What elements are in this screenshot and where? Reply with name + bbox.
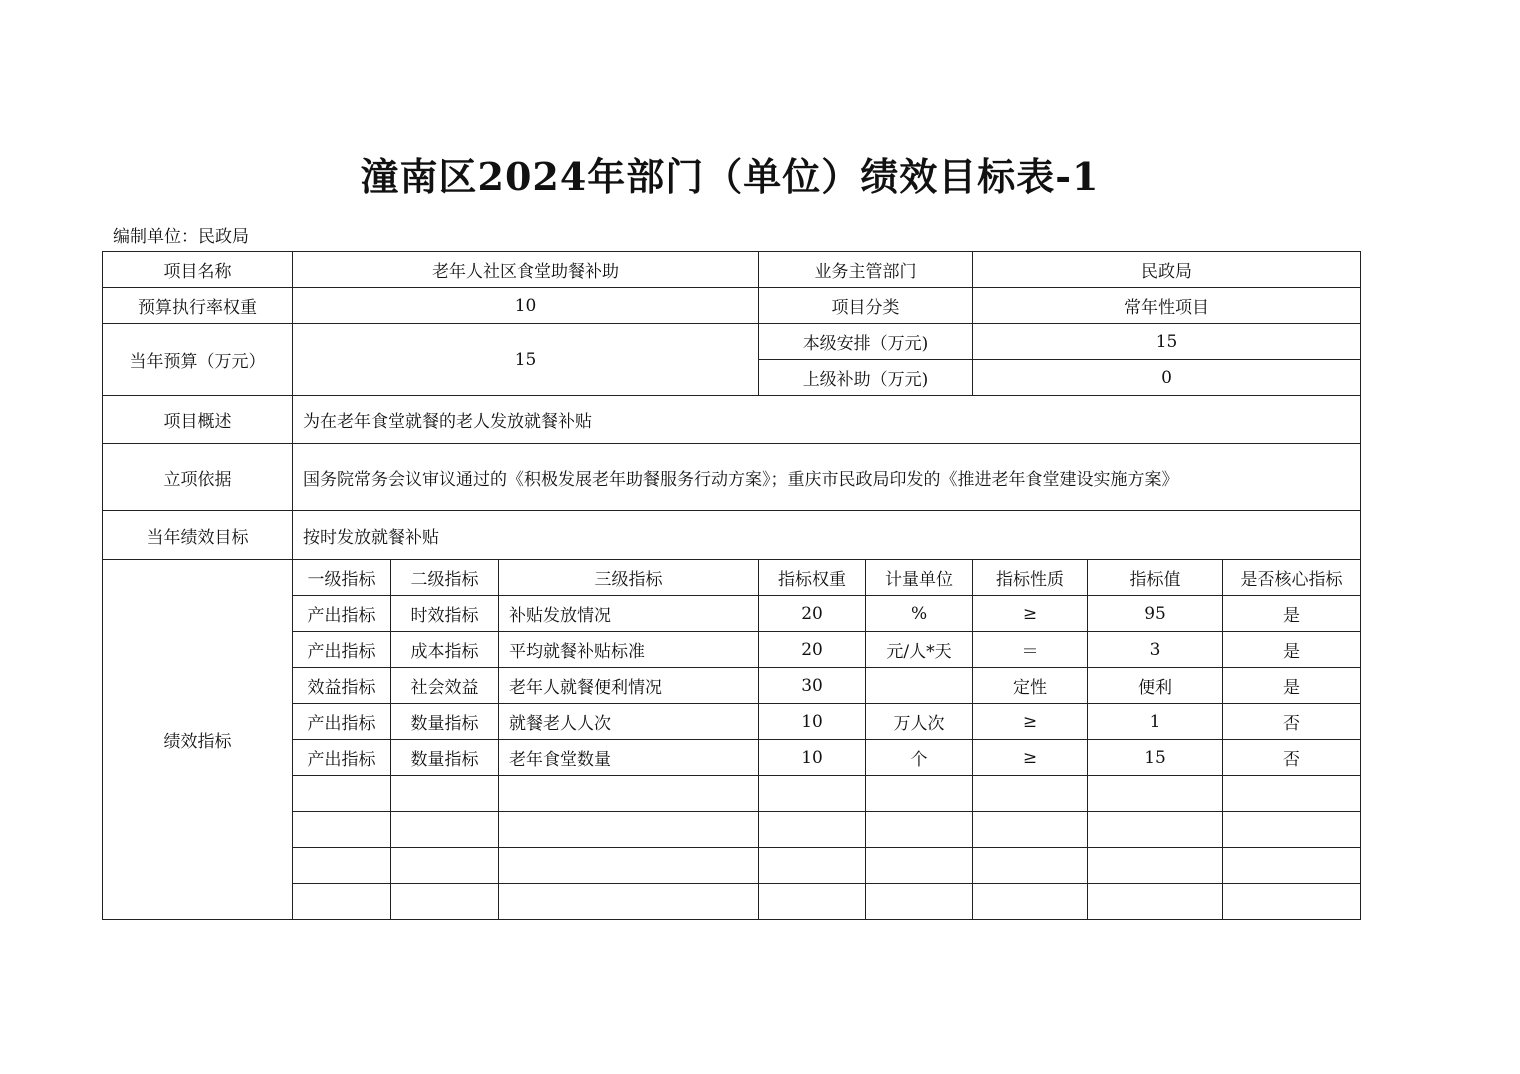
nature-cell: ≥ bbox=[973, 704, 1088, 740]
table-row bbox=[103, 288, 1361, 324]
unit-cell bbox=[866, 668, 973, 704]
level2-cell: 社会效益 bbox=[391, 668, 499, 704]
value-cell: 3 bbox=[1088, 632, 1223, 668]
core-cell: 是 bbox=[1223, 668, 1361, 704]
level2-cell: 时效指标 bbox=[391, 596, 499, 632]
header-weight: 指标权重 bbox=[759, 560, 866, 596]
weight-cell: 30 bbox=[759, 668, 866, 704]
header-level1: 一级指标 bbox=[293, 560, 391, 596]
overview-value: 为在老年食堂就餐的老人发放就餐补贴 bbox=[293, 396, 1361, 444]
budget-weight-label: 预算执行率权重 bbox=[103, 288, 293, 324]
performance-target-table bbox=[102, 251, 1361, 920]
level1-cell: 产出指标 bbox=[293, 740, 391, 776]
table-row bbox=[103, 511, 1361, 560]
basis-value: 国务院常务会议审议通过的《积极发展老年助餐服务行动方案》；重庆市民政局印发的《推进老年食堂建设实施方案》 bbox=[293, 444, 1361, 511]
level1-cell: 效益指标 bbox=[293, 668, 391, 704]
nature-cell: ≥ bbox=[973, 740, 1088, 776]
unit-cell: 万人次 bbox=[866, 704, 973, 740]
superior-subsidy-label: 上级补助（万元) bbox=[759, 360, 973, 396]
table-row bbox=[103, 324, 1361, 360]
level1-cell: 产出指标 bbox=[293, 596, 391, 632]
level2-cell: 数量指标 bbox=[391, 704, 499, 740]
nature-cell: 定性 bbox=[973, 668, 1088, 704]
level2-cell: 成本指标 bbox=[391, 632, 499, 668]
superior-subsidy-value: 0 bbox=[973, 360, 1361, 396]
value-cell: 便利 bbox=[1088, 668, 1223, 704]
dept-label: 业务主管部门 bbox=[759, 252, 973, 288]
budget-weight-value: 10 bbox=[293, 288, 759, 324]
unit-cell: 元/人*天 bbox=[866, 632, 973, 668]
category-value: 常年性项目 bbox=[973, 288, 1361, 324]
level3-cell: 平均就餐补贴标准 bbox=[499, 632, 759, 668]
nature-cell: ≥ bbox=[973, 596, 1088, 632]
unit-cell: % bbox=[866, 596, 973, 632]
value-cell: 15 bbox=[1088, 740, 1223, 776]
project-name-value: 老年人社区食堂助餐补助 bbox=[293, 252, 759, 288]
local-budget-label: 本级安排（万元) bbox=[759, 324, 973, 360]
local-budget-value: 15 bbox=[973, 324, 1361, 360]
overview-label: 项目概述 bbox=[103, 396, 293, 444]
header-unit: 计量单位 bbox=[866, 560, 973, 596]
header-level3: 三级指标 bbox=[499, 560, 759, 596]
goal-label: 当年绩效目标 bbox=[103, 511, 293, 560]
indicators-label: 绩效指标 bbox=[103, 560, 293, 920]
level3-cell: 补贴发放情况 bbox=[499, 596, 759, 632]
level3-cell: 老年食堂数量 bbox=[499, 740, 759, 776]
core-cell: 是 bbox=[1223, 632, 1361, 668]
core-cell: 否 bbox=[1223, 740, 1361, 776]
table-row bbox=[103, 252, 1361, 288]
value-cell: 95 bbox=[1088, 596, 1223, 632]
dept-value: 民政局 bbox=[973, 252, 1361, 288]
header-value: 指标值 bbox=[1088, 560, 1223, 596]
annual-budget-label: 当年预算（万元） bbox=[103, 324, 293, 396]
category-label: 项目分类 bbox=[759, 288, 973, 324]
level1-cell: 产出指标 bbox=[293, 704, 391, 740]
project-name-label: 项目名称 bbox=[103, 252, 293, 288]
compiling-unit-value: 民政局 bbox=[198, 227, 249, 247]
core-cell: 是 bbox=[1223, 596, 1361, 632]
level2-cell: 数量指标 bbox=[391, 740, 499, 776]
level1-cell: 产出指标 bbox=[293, 632, 391, 668]
table-row bbox=[103, 444, 1361, 511]
weight-cell: 20 bbox=[759, 596, 866, 632]
basis-label: 立项依据 bbox=[103, 444, 293, 511]
core-cell: 否 bbox=[1223, 704, 1361, 740]
goal-value: 按时发放就餐补贴 bbox=[293, 511, 1361, 560]
table-row bbox=[103, 396, 1361, 444]
compiling-unit-label: 编制单位： bbox=[113, 227, 198, 247]
weight-cell: 20 bbox=[759, 632, 866, 668]
level3-cell: 就餐老人人次 bbox=[499, 704, 759, 740]
weight-cell: 10 bbox=[759, 704, 866, 740]
header-core: 是否核心指标 bbox=[1223, 560, 1361, 596]
annual-budget-value: 15 bbox=[293, 324, 759, 396]
value-cell: 1 bbox=[1088, 704, 1223, 740]
unit-cell: 个 bbox=[866, 740, 973, 776]
nature-cell: ＝ bbox=[973, 632, 1088, 668]
header-nature: 指标性质 bbox=[973, 560, 1088, 596]
compiling-unit bbox=[113, 222, 249, 247]
weight-cell: 10 bbox=[759, 740, 866, 776]
level3-cell: 老年人就餐便利情况 bbox=[499, 668, 759, 704]
indicator-header-row bbox=[103, 560, 1361, 596]
header-level2: 二级指标 bbox=[391, 560, 499, 596]
page-title: 潼南区2024年部门（单位）绩效目标表-1 bbox=[360, 154, 1100, 199]
